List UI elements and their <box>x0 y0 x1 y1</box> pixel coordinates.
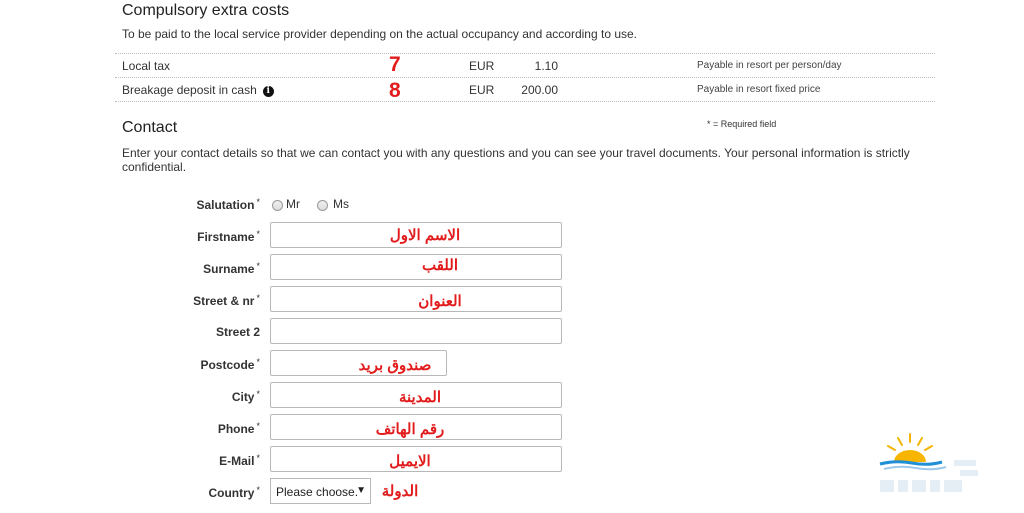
phone-annotation: رقم الهاتف <box>375 421 445 438</box>
country-label: Country * <box>208 485 260 500</box>
divider <box>115 77 935 78</box>
divider <box>115 53 935 54</box>
sun-logo-icon <box>876 430 996 510</box>
street-label: Street & nr * <box>193 293 260 308</box>
street2-label: Street 2 <box>215 325 260 339</box>
cost-name-wrap <box>122 83 274 97</box>
postcode-label: Postcode * <box>200 357 260 372</box>
contact-description: Enter your contact details so that we can contact you with any questions and you can see your travel documents. Your personal information is strictly confidential. <box>122 146 910 174</box>
cost-note: Payable in resort fixed price <box>697 84 821 95</box>
city-label: City * <box>231 389 260 404</box>
country-annotation: الدولة <box>381 483 419 500</box>
surname-label: Surname * <box>203 261 260 276</box>
cost-note: Payable in resort per person/day <box>697 60 842 71</box>
surname-annotation: اللقب <box>421 257 459 274</box>
street2-input[interactable] <box>270 318 562 344</box>
salutation-ms-radio[interactable] <box>317 200 328 211</box>
cost-amount: 200.00 <box>521 83 558 97</box>
street-annotation: العنوان <box>418 293 462 310</box>
phone-label: Phone * <box>217 421 260 436</box>
salutation-ms-label[interactable]: Ms <box>333 197 349 211</box>
postcode-annotation: صندوق بريد <box>358 357 432 374</box>
info-icon[interactable]: i <box>263 86 274 97</box>
extra-costs-title: Compulsory extra costs <box>122 2 290 19</box>
country-select-value: Please choose. <box>276 485 359 499</box>
extra-costs-description: To be paid to the local service provider depending on the actual occupancy and according to use. <box>122 27 638 41</box>
annotation-number: 7 <box>389 53 401 76</box>
firstname-annotation: الاسم الاول <box>389 227 461 244</box>
email-annotation: الايميل <box>389 453 431 470</box>
chevron-down-icon: ▼ <box>356 485 366 496</box>
salutation-label: Salutation * <box>196 197 260 212</box>
cost-name: Local tax <box>122 59 171 73</box>
annotation-number: 8 <box>389 79 401 102</box>
cost-currency: EUR <box>469 83 495 97</box>
cost-amount: 1.10 <box>534 59 558 73</box>
country-select[interactable] <box>270 478 371 504</box>
salutation-mr-label[interactable]: Mr <box>286 197 300 211</box>
cost-currency: EUR <box>469 59 495 73</box>
required-field-note: * = Required field <box>707 119 777 129</box>
cost-name: Breakage deposit in cash <box>122 83 257 97</box>
contact-title: Contact <box>122 119 178 136</box>
city-annotation: المدينة <box>398 389 442 406</box>
firstname-label: Firstname * <box>197 229 260 244</box>
email-label: E-Mail * <box>219 453 260 468</box>
divider <box>115 101 935 102</box>
salutation-mr-radio[interactable] <box>272 200 283 211</box>
